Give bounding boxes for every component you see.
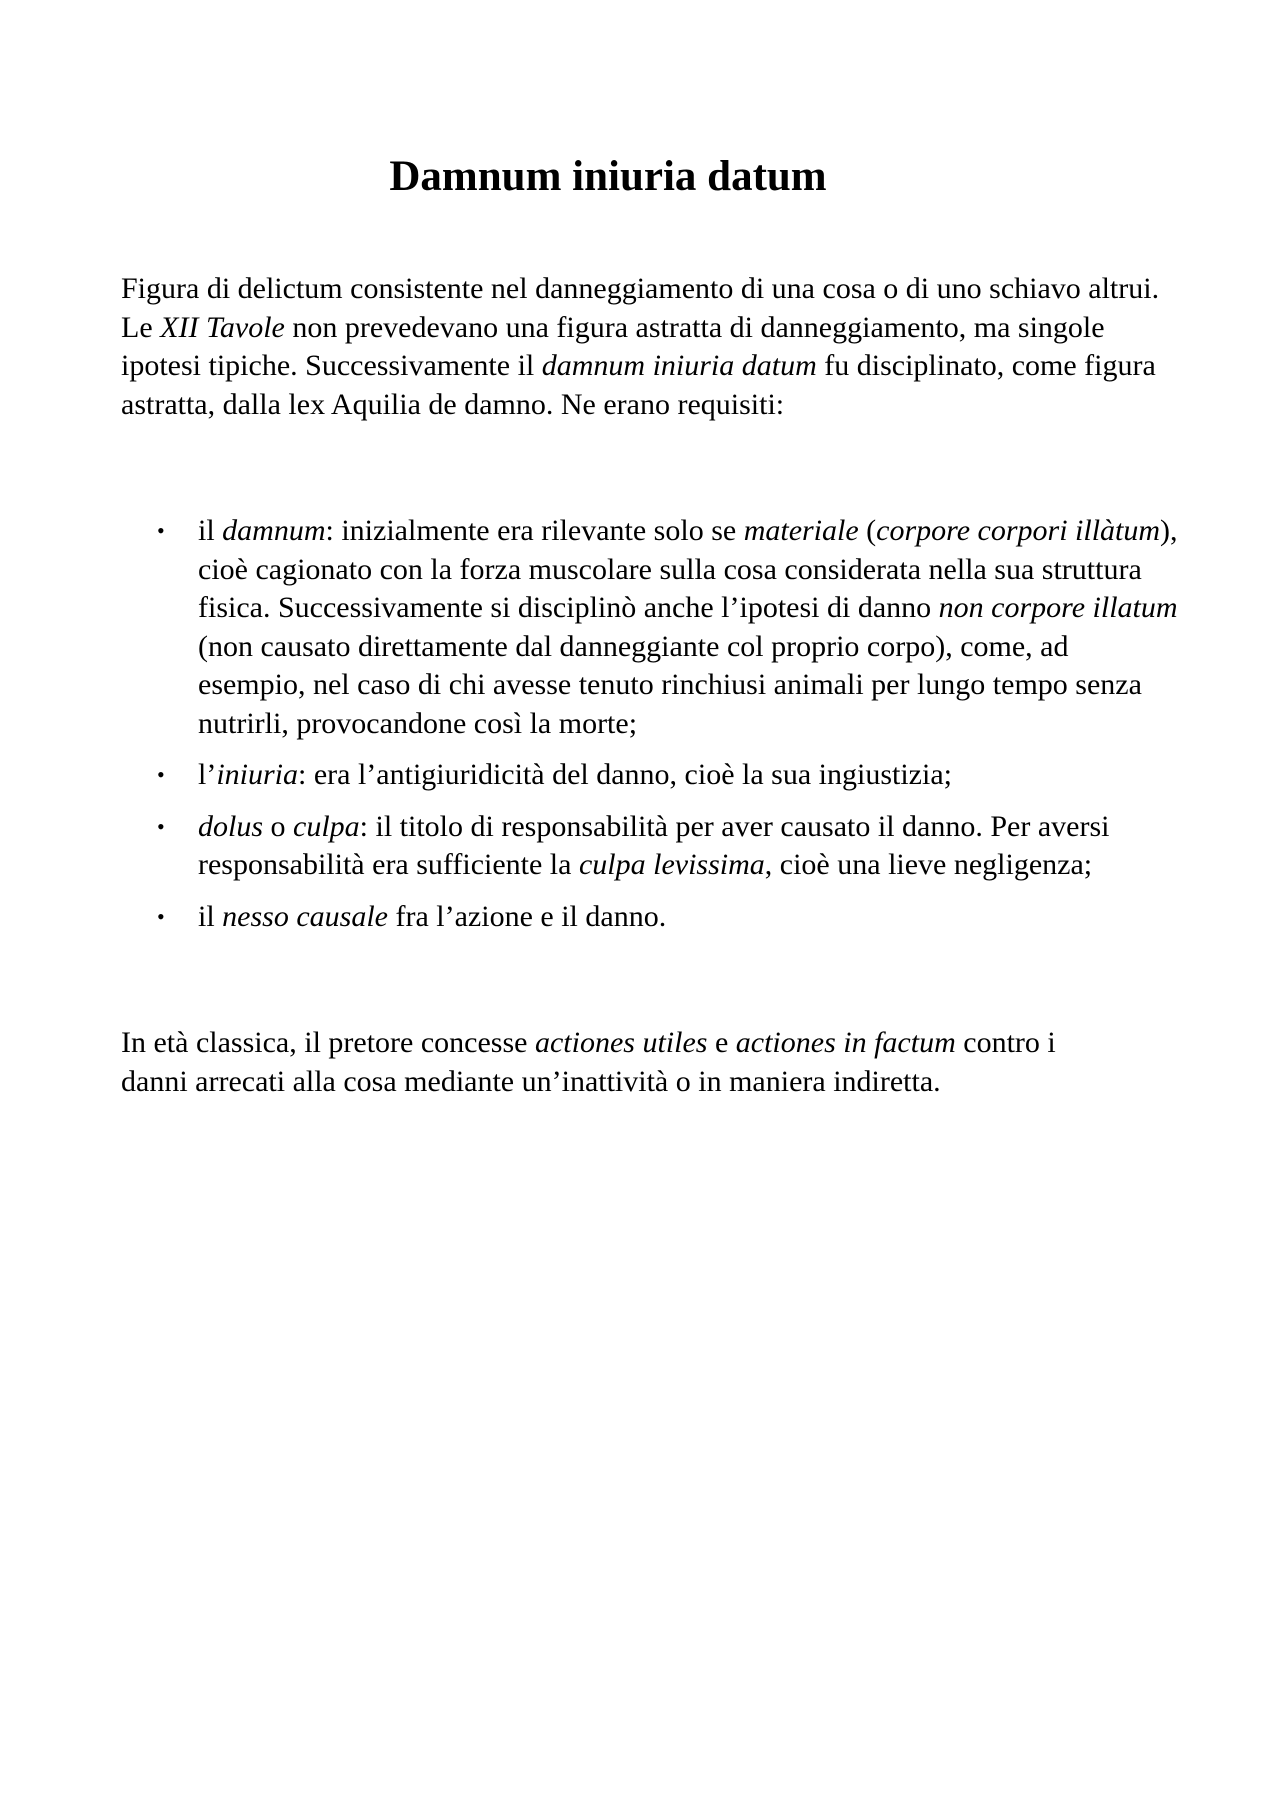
intro-text-3: fu disciplinato, come figura astratta, dalla lex Aquilia de damno. Ne erano requisiti: [121, 349, 1156, 421]
list-item [121, 756, 1181, 795]
list-item-text: ), cioè cagionato con la forza muscolare sulla cosa considerata nella sua struttura fisica. Successivamente si disciplinò anche l’ipotesi di danno [198, 514, 1178, 624]
bullet-icon: • [157, 903, 165, 929]
list-item-text: o [263, 809, 294, 843]
intro-text-2: non prevedevano una figura astratta di danneggiamento, ma singole ipotesi tipiche. Successivamente il [121, 310, 1105, 382]
outro-text-1: In età classica, il pretore concesse [121, 1026, 535, 1059]
bullet-icon: • [157, 813, 165, 839]
list-item-text: il [198, 514, 223, 547]
list-item-text: , cioè una lieve negligenza; [764, 848, 1093, 881]
list-item [121, 808, 1181, 885]
list-item-text: : era l’antigiuridicità del danno, cioè la sua ingiustizia; [298, 758, 952, 791]
list-item-italic: damnum [222, 514, 326, 547]
intro-paragraph [121, 270, 1171, 424]
list-item-italic: corpore corpori illàtum [876, 514, 1161, 547]
outro-text-3: contro i danni arrecati alla cosa mediante un’inattività o in maniera indiretta. [121, 1026, 1056, 1098]
outro-italic-actiones-utiles: actiones utiles [534, 1026, 708, 1059]
list-item-text: l’ [198, 758, 217, 791]
list-item [121, 512, 1181, 743]
intro-text-1: Figura di delictum consistente nel danneggiamento di una cosa o di uno schiavo altrui. Le [121, 272, 1160, 344]
list-item-italic: nesso causale [222, 899, 388, 933]
list-item [121, 898, 1181, 937]
bullet-icon: • [157, 518, 165, 543]
closing-paragraph [121, 1024, 1121, 1101]
list-item-text: : il titolo di responsabilità per aver causato il danno. Per aversi responsabilità era sufficiente la [198, 809, 1110, 881]
bullet-icon: • [157, 762, 165, 787]
requisiti-list [121, 512, 1181, 949]
list-item-italic: non corpore illatum [938, 591, 1178, 624]
list-item-italic: iniuria [216, 758, 299, 791]
list-item-italic: materiale [743, 514, 859, 547]
outro-text-2: e [707, 1026, 736, 1059]
list-item-text: : inizialmente era rilevante solo se [325, 514, 744, 547]
list-item-text: (non causato direttamente dal danneggiante col proprio corpo), come, ad esempio, nel caso di chi avesse tenuto rinchiusi animali per lungo tempo senza nutrirli, provocandone così la morte; [198, 629, 1142, 740]
list-item-italic: culpa levissima [578, 848, 765, 881]
list-item-italic: dolus [198, 809, 264, 843]
intro-italic-xii-tavole: XII Tavole [160, 310, 285, 344]
list-item-text: il [198, 899, 223, 933]
list-item-text: fra l’azione e il danno. [387, 899, 667, 933]
page-title: Damnum iniuria datum [389, 153, 827, 200]
outro-italic-actiones-in-factum: actiones in factum [735, 1026, 956, 1059]
intro-italic-damnum-iniuria-datum: damnum iniuria datum [541, 349, 817, 382]
list-item-italic: culpa [293, 809, 360, 843]
list-item-text: ( [858, 514, 877, 547]
